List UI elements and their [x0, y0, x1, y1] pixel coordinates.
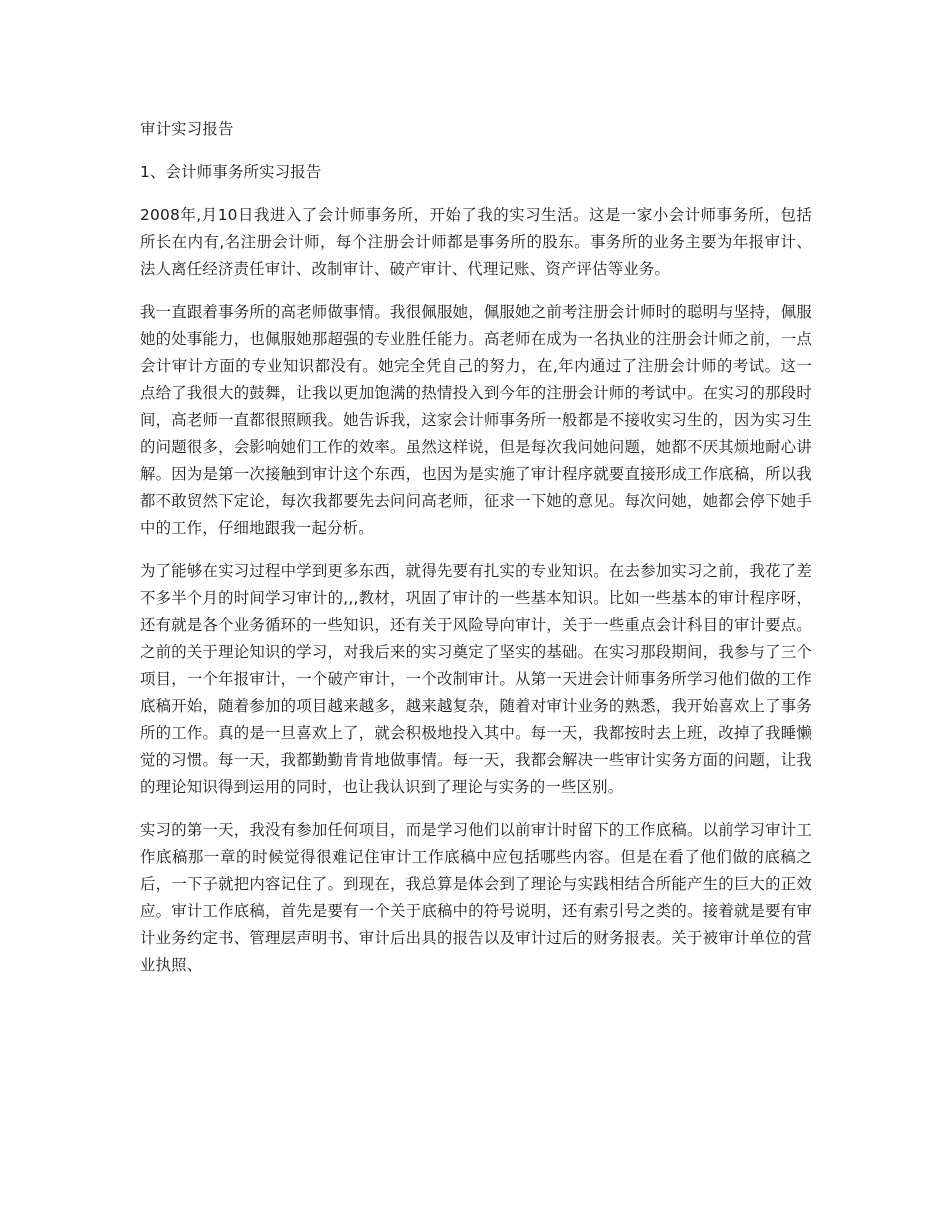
section-heading: 1、会计师事务所实习报告	[140, 163, 322, 181]
paragraph-4: 实习的第一天，我没有参加任何项目，而是学习他们以前审计时留下的工作底稿。以前学习审计工作底稿那一章的时候觉得很难记住审计工作底稿中应包括哪些内容。但是在看了他们做的底稿之后，一下子就把内容记住了。到现在，我总算是体会到了理论与实践相结合所能产生的巨大的正效应。审计工作底稿，首先是要有一个关于底稿中的符号说明，还有索引号之类的。接着就是要有审计业务约定书、管理层声明书、审计后出具的报告以及审计过后的财务报表。关于被审计单位的营业执照、	[140, 821, 812, 974]
paragraph-3: 为了能够在实习过程中学到更多东西，就得先要有扎实的专业知识。在去参加实习之前，我花了差不多半个月的时间学习审计的,,,教材，巩固了审计的一些基本知识。比如一些基本的审计程序呀，还有就是各个业务循环的一些知识，还有关于风险导向审计，关于一些重点会计科目的审计要点。之前的关于理论知识的学习，对我后来的实习奠定了坚实的基础。在实习那段期间，我参与了三个项目，一个年报审计，一个破产审计，一个改制审计。从第一天进会计师事务所学习他们做的工作底稿开始，随着参加的项目越来越多，越来越复杂，随着对审计业务的熟悉，我开始喜欢上了事务所的工作。真的是一旦喜欢上了，就会积极地投入其中。每一天，我都按时去上班，改掉了我睡懒觉的习惯。每一天，我都勤勤肯肯地做事情。每一天，我都会解决一些审计实务方面的问题，让我的理论知识得到运用的同时，也让我认识到了理论与实务的一些区别。	[140, 562, 812, 796]
document-title: 审计实习报告	[140, 120, 234, 138]
paragraph-1: 2008年,月10日我进入了会计师事务所，开始了我的实习生活。这是一家小会计师事务所，包括所长在内有,名注册会计师，每个注册会计师都是事务所的股东。事务所的业务主要为年报审计、法人离任经济责任审计、改制审计、破产审计、代理记账、资产评估等业务。	[140, 206, 812, 278]
paragraph-2: 我一直跟着事务所的高老师做事情。我很佩服她，佩服她之前考注册会计师时的聪明与坚持，佩服她的处事能力，也佩服她那超强的专业胜任能力。高老师在成为一名执业的注册会计师之前，一点会计审计方面的专业知识都没有。她完全凭自己的努力，在,年内通过了注册会计师的考试。这一点给了我很大的鼓舞，让我以更加饱满的热情投入到今年的注册会计师的考试中。在实习的那段时间，高老师一直都很照顾我。她告诉我，这家会计师事务所一般都是不接收实习生的，因为实习生的问题很多，会影响她们工作的效率。虽然这样说，但是每次我问她问题，她都不厌其烦地耐心讲解。因为是第一次接触到审计这个东西，也因为是实施了审计程序就要直接形成工作底稿，所以我都不敢贸然下定论，每次我都要先去问问高老师，征求一下她的意见。每次问她，她都会停下她手中的工作，仔细地跟我一起分析。	[140, 303, 812, 537]
document-body	[140, 116, 812, 995]
